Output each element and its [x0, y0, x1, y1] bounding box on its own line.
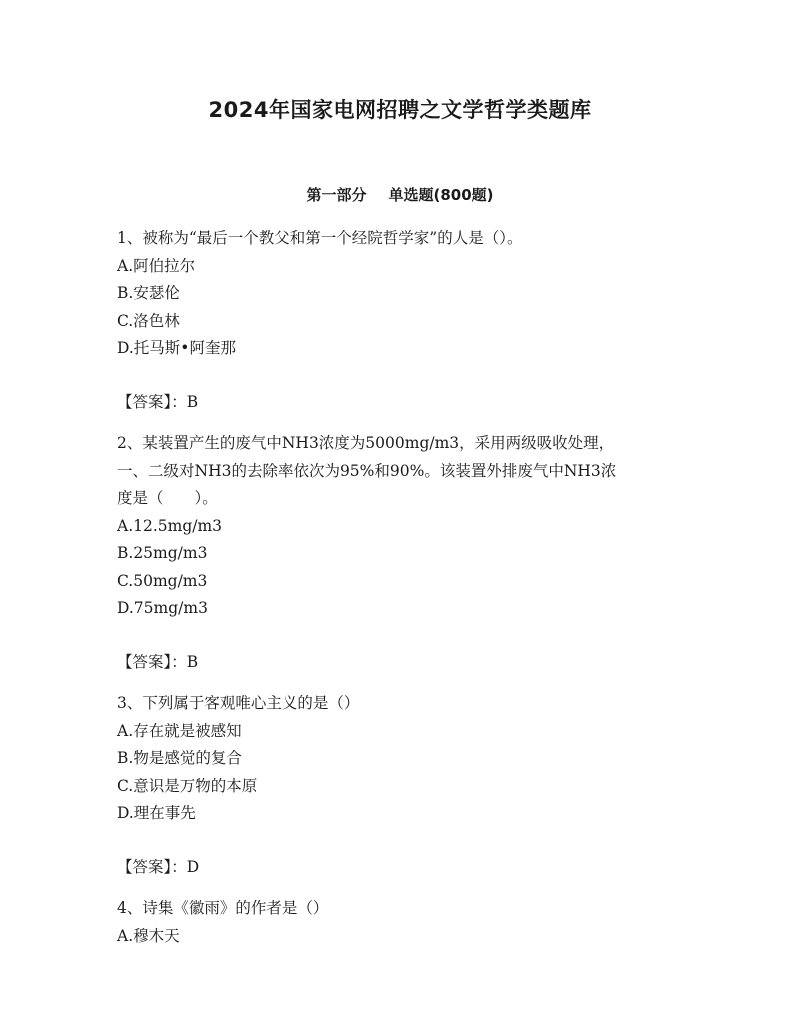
option-c: C.意识是万物的本原 [117, 776, 258, 795]
question-1 [117, 225, 687, 416]
question-stem: 4、诗集《徽雨》的作者是（） [117, 899, 329, 917]
answer-label: 【答案】：B [117, 392, 199, 411]
question-4 [117, 895, 687, 950]
section-part: 第一部分 [306, 186, 367, 204]
option-a: A.阿伯拉尔 [117, 256, 196, 275]
question-stem: 3、下列属于客观唯心主义的是（） [117, 694, 360, 712]
option-c: C.50mg/m3 [117, 571, 208, 590]
option-d: D.理在事先 [117, 804, 196, 822]
option-b: B.25mg/m3 [117, 544, 208, 562]
question-list [117, 225, 687, 950]
question-2 [117, 430, 687, 676]
option-d: D.75mg/m3 [117, 599, 208, 617]
question-stem-line-2: 一、二级对NH3的去除率依次为95%和90%。该装置外排废气中NH3浓 [117, 461, 617, 480]
option-a: A.穆木天 [117, 926, 180, 945]
answer-label: 【答案】：B [117, 652, 199, 671]
option-a: A.12.5mg/m3 [117, 516, 223, 535]
section-heading [0, 184, 800, 205]
option-c: C.洛色林 [117, 311, 180, 330]
document-title: 2024年国家电网招聘之文学哲学类题库 [208, 98, 592, 122]
question-stem: 1、被称为“最后一个教父和第一个经院哲学家”的人是（）。 [117, 229, 523, 247]
option-b: B.安瑟伦 [117, 284, 180, 302]
question-stem-line-1: 2、某装置产生的废气中NH3浓度为5000mg/m3，采用两级吸收处理， [117, 434, 615, 452]
answer-label: 【答案】：D [117, 857, 200, 876]
option-b: B.物是感觉的复合 [117, 749, 242, 767]
question-stem-line-3: 度是（ ）。 [117, 489, 218, 507]
section-name: 单选题(800题) [388, 186, 494, 204]
question-3 [117, 690, 687, 881]
option-a: A.存在就是被感知 [117, 721, 242, 740]
option-d: D.托马斯•阿奎那 [117, 339, 236, 357]
